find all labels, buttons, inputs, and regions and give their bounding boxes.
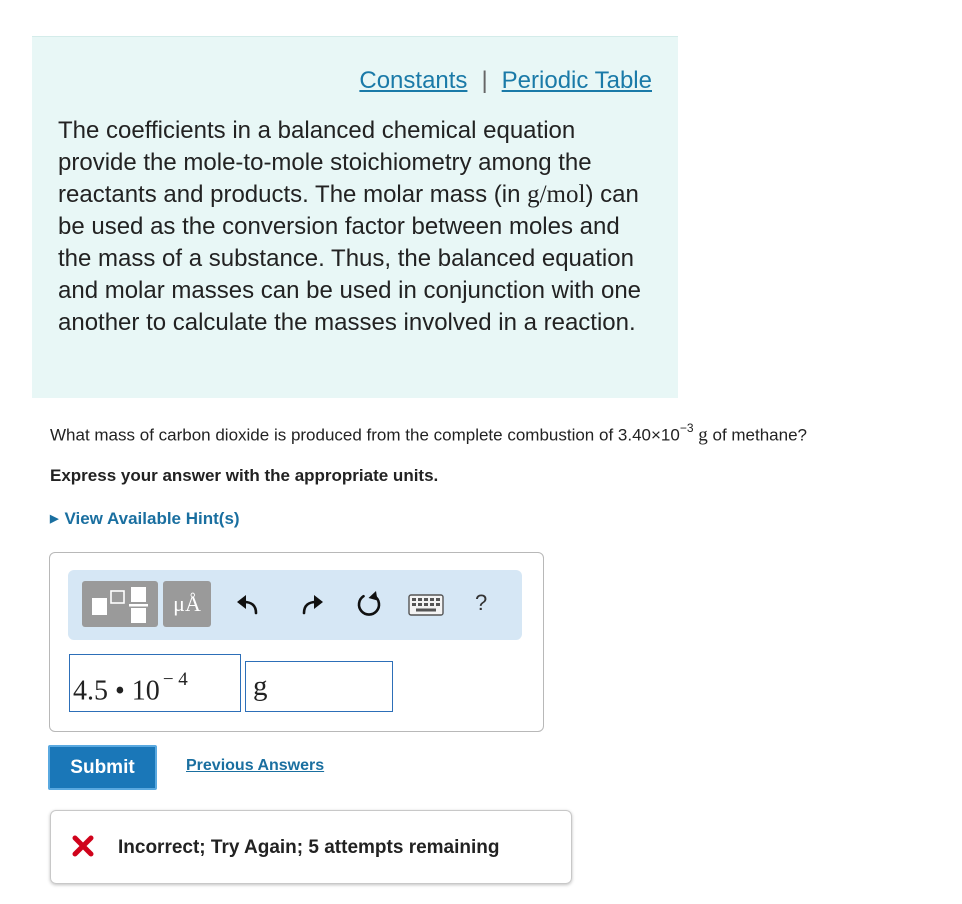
previous-answers-link[interactable]: Previous Answers (186, 757, 325, 774)
triangle-right-icon: ▶ (50, 513, 59, 525)
undo-icon[interactable] (234, 590, 264, 620)
answer-exponent: − 4 (162, 669, 188, 690)
question-exponent: −3 (679, 421, 694, 435)
constants-link[interactable]: Constants (359, 67, 468, 94)
redo-icon[interactable] (296, 590, 326, 620)
intro-text-part2: ) can be used as the conversion factor between moles and the mass of a substance. Thus, the balanced equation and molar masses can be used in conjunction with one another to calculate the masses involved in a reaction. (58, 181, 642, 336)
question-text (50, 423, 807, 447)
keyboard-icon[interactable] (408, 594, 444, 616)
view-hints-toggle[interactable] (50, 509, 240, 529)
templates-button[interactable] (82, 581, 158, 627)
help-button[interactable]: ? (475, 590, 488, 615)
answer-box (49, 552, 544, 732)
intro-text (58, 115, 658, 339)
units-button[interactable]: μÅ (163, 581, 211, 627)
reset-icon[interactable] (354, 590, 384, 620)
question-text-after: of methane? (712, 425, 807, 445)
unit-answer-input[interactable]: g (245, 661, 393, 712)
periodic-table-link[interactable]: Periodic Table (501, 67, 652, 94)
intro-text-part1: The coefficients in a balanced chemical equation provide the mole-to-mole stoichiometry among the reactants and products. The molar mass (in (58, 117, 592, 208)
numeric-answer-input[interactable] (69, 654, 241, 712)
molar-mass-unit: g/mol (527, 181, 586, 208)
answer-instruction: Express your answer with the appropriate units. (50, 466, 439, 485)
math-toolbar (68, 570, 522, 640)
incorrect-x-icon (71, 834, 95, 858)
question-unit: g (698, 424, 708, 446)
answer-mantissa: 4.5 • 10 (73, 675, 160, 707)
question-text-before: What mass of carbon dioxide is produced from the complete combustion of 3.40×10 (50, 425, 680, 445)
intro-panel (32, 36, 678, 398)
resource-links (359, 67, 652, 95)
feedback-box (50, 810, 572, 884)
link-separator: | (481, 67, 488, 94)
submit-button[interactable]: Submit (48, 745, 157, 790)
view-hints-label: View Available Hint(s) (64, 509, 240, 528)
templates-icon (82, 581, 158, 627)
feedback-message: Incorrect; Try Again; 5 attempts remaining (118, 837, 500, 858)
